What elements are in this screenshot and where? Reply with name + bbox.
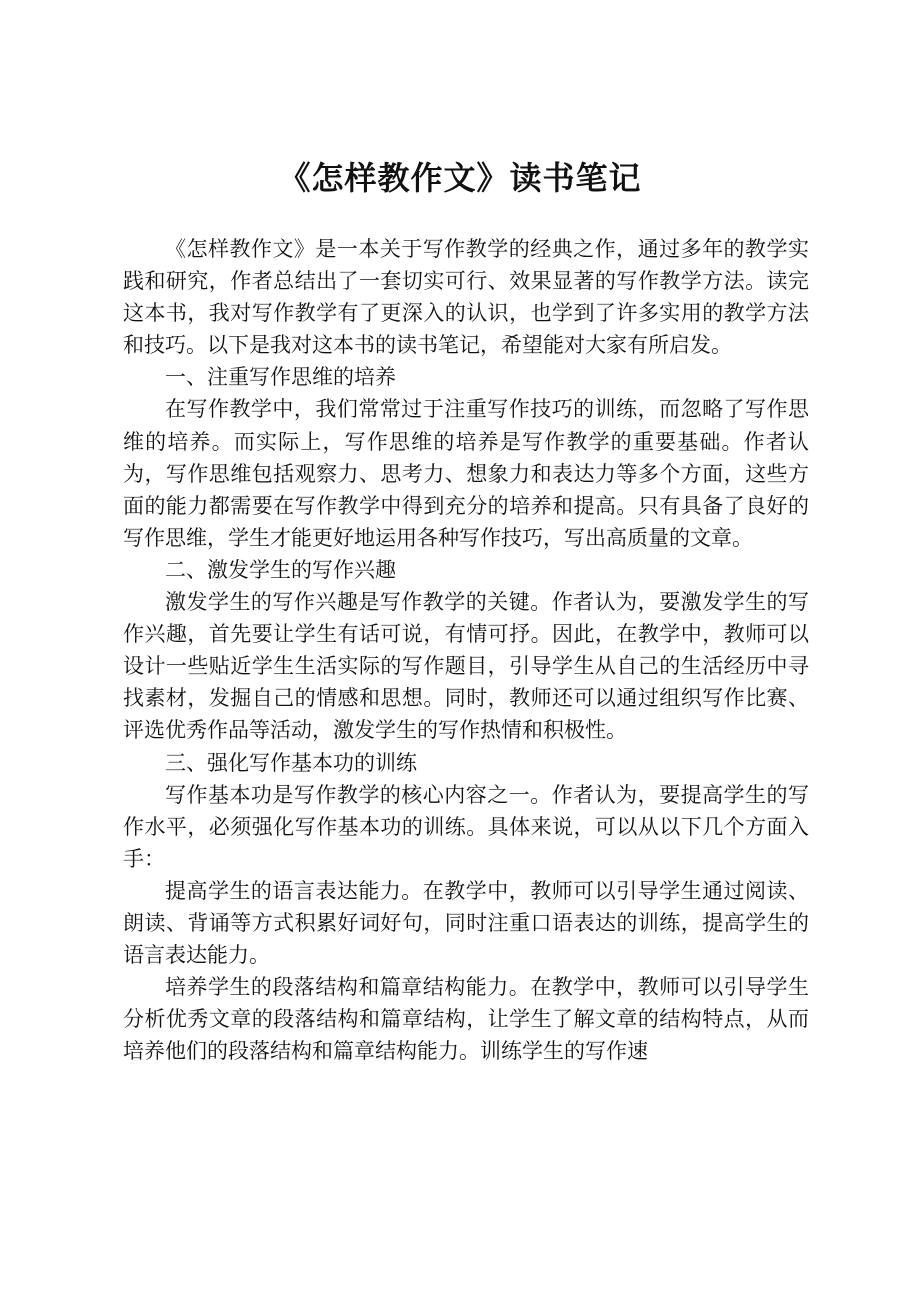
sub-point-language: 提高学生的语言表达能力。在教学中，教师可以引导学生通过阅读、朗读、背诵等方式积累好词好句，同时注重口语表达的训练，提高学生的语言表达能力。: [123, 878, 809, 968]
intro-paragraph: 《怎样教作文》是一本关于写作教学的经典之作，通过多年的教学实践和研究，作者总结出了一套切实可行、效果显著的写作教学方法。读完这本书，我对写作教学有了更深入的认识，也学到了许多实用的教学方法和技巧。以下是我对这本书的读书笔记，希望能对大家有所启发。: [123, 237, 809, 358]
document-title: 《怎样教作文》读书笔记: [278, 159, 642, 197]
section-paragraph-2: 激发学生的写作兴趣是写作教学的关键。作者认为，要激发学生的写作兴趣，首先要让学生有话可说，有情可抒。因此，在教学中，教师可以设计一些贴近学生生活实际的写作题目，引导学生从自己的生活经历中寻找素材，发掘自己的情感和思想。同时，教师还可以通过组织写作比赛、评选优秀作品等活动，激发学生的写作热情和积极性。: [123, 590, 809, 743]
sub-point-structure: 培养学生的段落结构和篇章结构能力。在教学中，教师可以引导学生分析优秀文章的段落结构和篇章结构，让学生了解文章的结构特点，从而培养他们的段落结构和篇章结构能力。训练学生的写作速: [123, 975, 809, 1064]
section-heading-3: 三、强化写作基本功的训练: [165, 750, 417, 775]
document-body: [123, 233, 809, 1067]
section-paragraph-3: 写作基本功是写作教学的核心内容之一。作者认为，要提高学生的写作水平，必须强化写作基本功的训练。具体来说，可以从以下几个方面入手：: [123, 782, 809, 871]
section-heading-2: 二、激发学生的写作兴趣: [165, 557, 396, 582]
section-paragraph-1: 在写作教学中，我们常常过于注重写作技巧的训练，而忽略了写作思维的培养。而实际上，写作思维的培养是写作教学的重要基础。作者认为，写作思维包括观察力、思考力、想象力和表达力等多个方面，这些方面的能力都需要在写作教学中得到充分的培养和提高。只有具备了良好的写作思维，学生才能更好地运用各种写作技巧，写出高质量的文章。: [123, 397, 809, 550]
section-heading-1: 一、注重写作思维的培养: [165, 365, 396, 390]
